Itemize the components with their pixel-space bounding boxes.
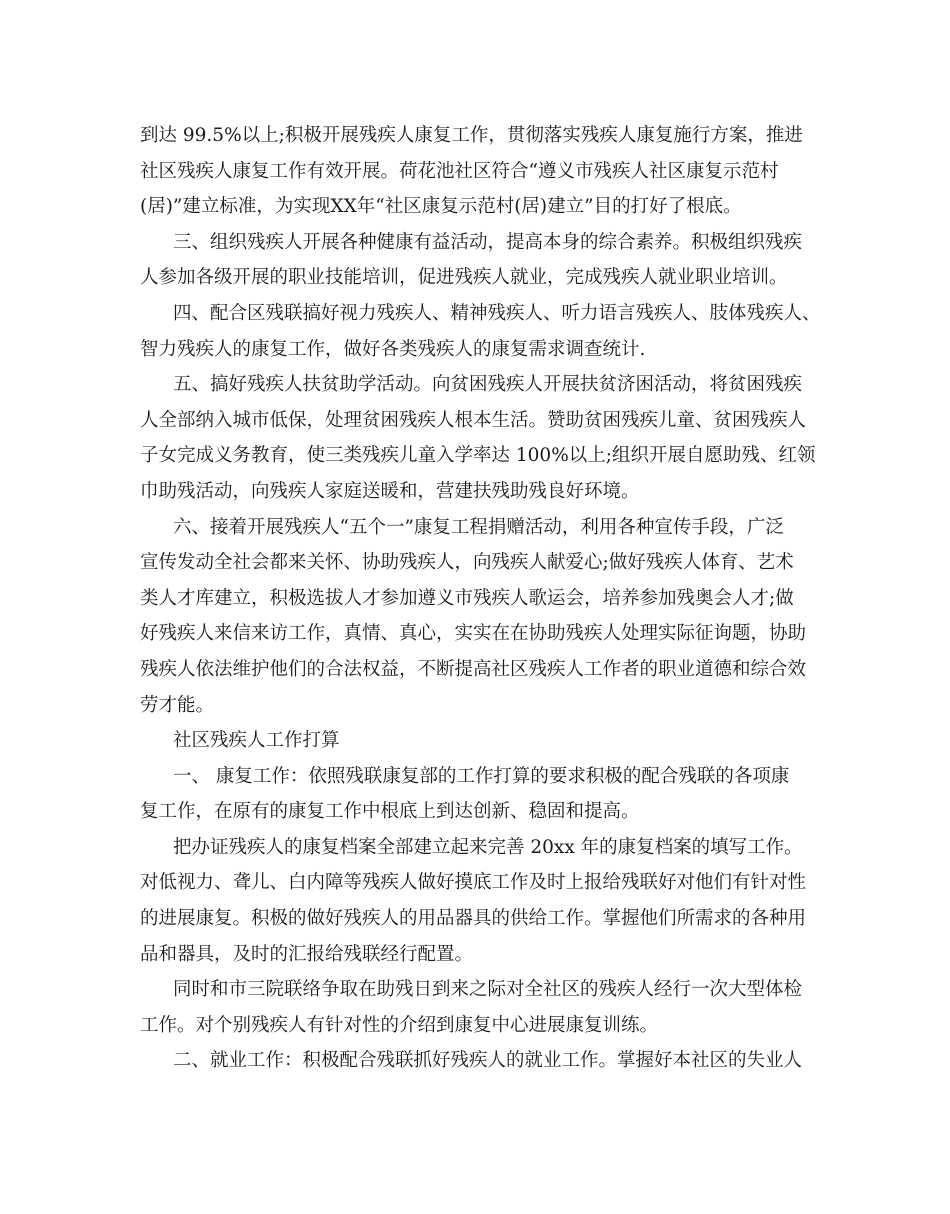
text-line: 残疾人依法维护他们的合法权益，不断提高社区残疾人工作者的职业道德和综合效	[140, 658, 807, 680]
text-line: 的进展康复。积极的做好残疾人的用品器具的供给工作。掌握他们所需求的各种用	[140, 908, 807, 930]
text-line: 类人才库建立，积极选拔人才参加遵义市残疾人歌运会，培养参加残奥会人才;做	[140, 587, 794, 609]
text-line: 把办证残疾人的康复档案全部建立起来完善 20xx 年的康复档案的填写工作。	[173, 836, 803, 858]
text-line: 工作。对个别残疾人有针对性的介绍到康复中心进展康复训练。	[140, 1014, 659, 1036]
text-line: 宣传发动全社会都来关怀、协助残疾人，向残疾人献爱心;做好残疾人体育、艺术	[140, 552, 794, 574]
text-line: 同时和市三院联络争取在助残日到来之际对全社区的残疾人经行一次大型体检	[173, 979, 803, 1001]
text-line: 二、就业工作：积极配合残联抓好残疾人的就业工作。掌握好本社区的失业人	[173, 1050, 803, 1072]
text-line: 巾助残活动，向残疾人家庭送暖和，营建扶残助残良好环境。	[140, 480, 640, 502]
text-line: 社区残疾人康复工作有效开展。荷花池社区符合“遵义市残疾人社区康复示范村	[140, 160, 779, 182]
text-line: 社区残疾人工作打算	[173, 730, 340, 752]
text-line: 品和器具，及时的汇报给残联经行配置。	[140, 943, 474, 965]
text-line: 人参加各级开展的职业技能培训，促进残疾人就业，完成残疾人就业职业培训。	[140, 267, 788, 289]
text-line: 劳才能。	[140, 694, 215, 716]
text-line: 到达 99.5%以上;积极开展残疾人康复工作，贯彻落实残疾人康复施行方案，推进	[140, 125, 803, 146]
text-line: 子女完成义务教育，使三类残疾儿童入学率达 100%以上;组织开展自愿助残、红领	[140, 445, 816, 467]
text-line: 三、组织残疾人开展各种健康有益活动，提高本身的综合素养。积极组织残疾	[173, 231, 803, 253]
text-line: 智力残疾人的康复工作，做好各类残疾人的康复需求调查统计.	[140, 338, 646, 360]
text-line: 复工作，在原有的康复工作中根底上到达创新、稳固和提高。	[140, 801, 640, 823]
document-body	[140, 118, 830, 1079]
text-line: 对低视力、聋儿、白内障等残疾人做好摸底工作及时上报给残联好对他们有针对性	[140, 872, 807, 894]
text-line: (居)”建立标准，为实现XX年“社区康复示范村(居)建立”目的打好了根底。	[140, 196, 742, 218]
text-line: 人全部纳入城市低保，处理贫困残疾人根本生活。赞助贫困残疾儿童、贫困残疾人	[140, 409, 807, 431]
text-line: 好残疾人来信来访工作，真情、真心，实实在在协助残疾人处理实际征询题，协助	[140, 623, 807, 645]
text-line: 六、接着开展残疾人“五个一”康复工程捐赠活动，利用各种宣传手段，广泛	[173, 516, 784, 538]
text-line: 四、配合区残联搞好视力残疾人、精神残疾人、听力语言残疾人、肢体残疾人、	[173, 302, 821, 324]
text-line: 一、 康复工作：依照残联康复部的工作打算的要求积极的配合残联的各项康	[173, 765, 790, 787]
text-line: 五、搞好残疾人扶贫助学活动。向贫困残疾人开展扶贫济困活动，将贫困残疾	[173, 374, 803, 396]
